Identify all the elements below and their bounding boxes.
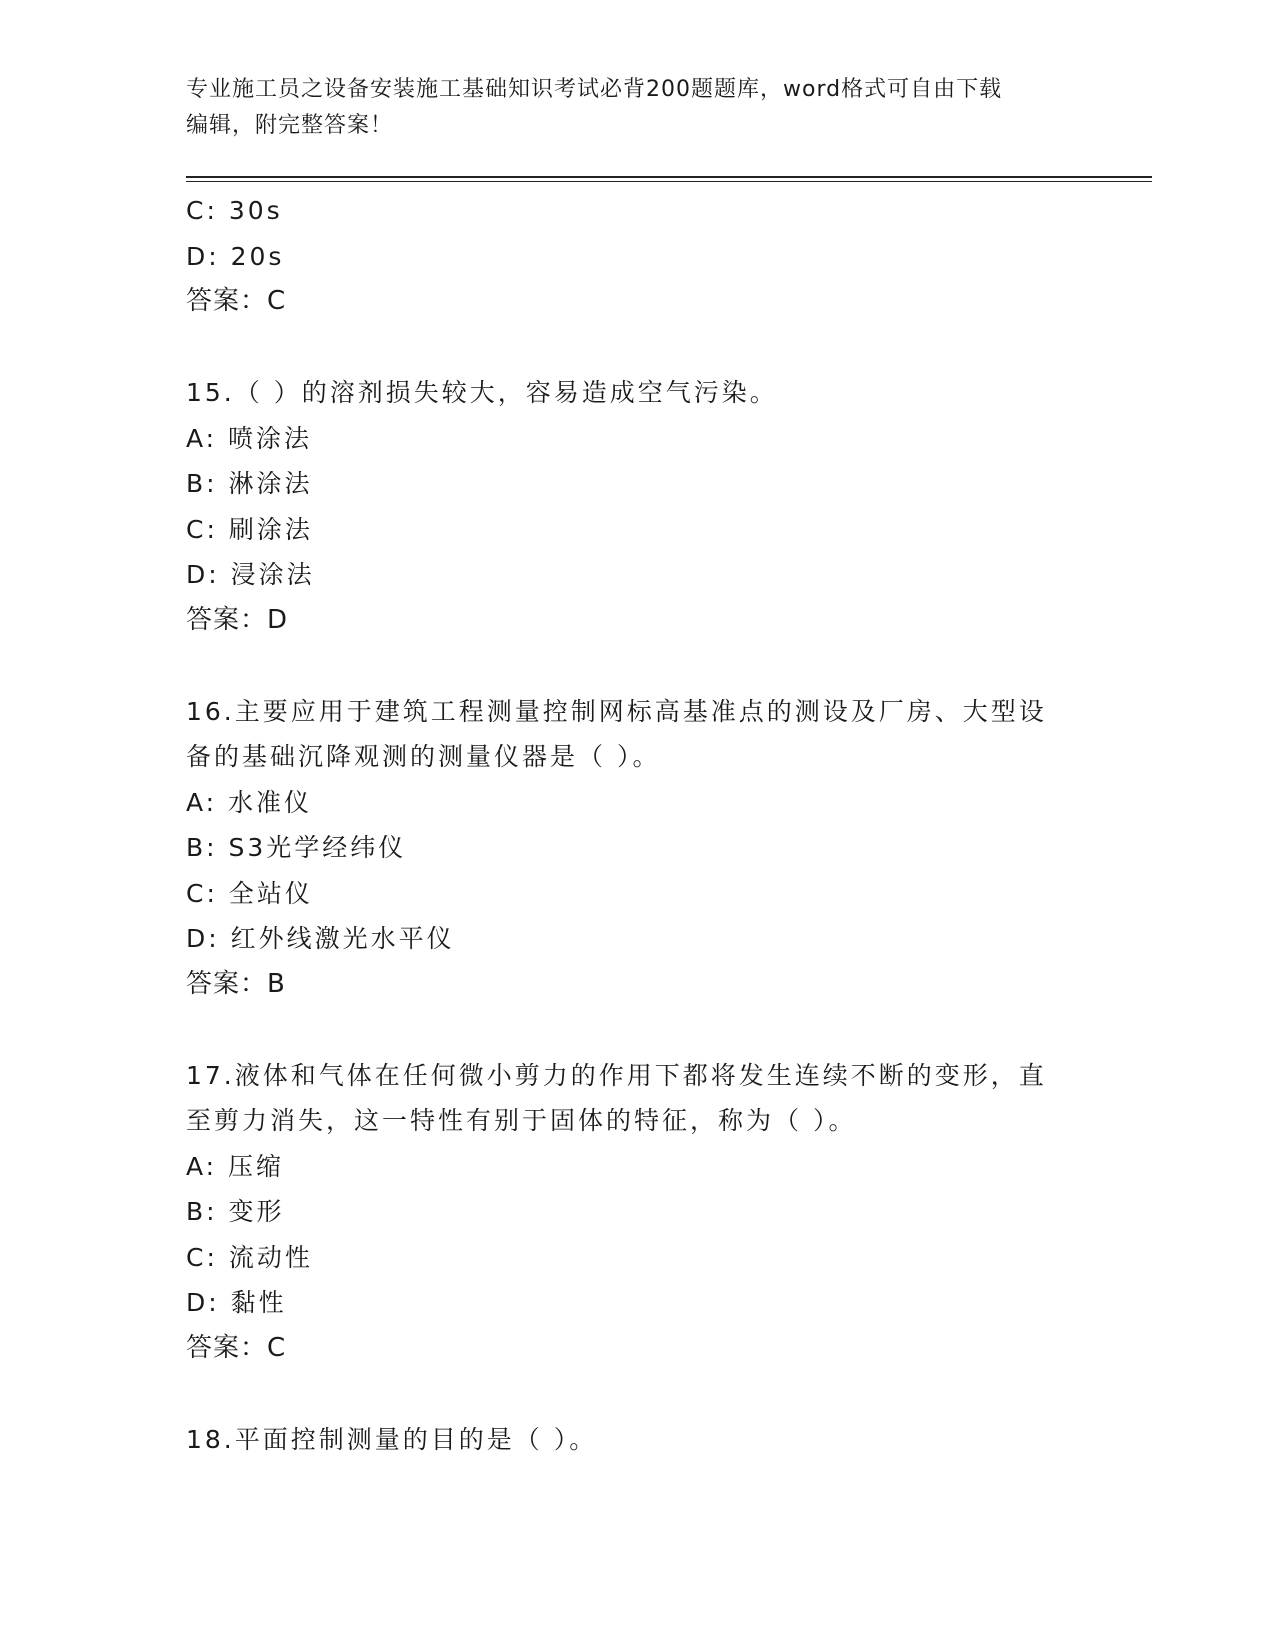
- answer: 答案：C: [186, 286, 287, 316]
- question-list: [186, 188, 1086, 1462]
- question-stem: 18.平面控制测量的目的是（ ）。: [186, 1424, 598, 1454]
- answer: 答案：D: [186, 604, 289, 635]
- option-b: B: 淋涂法: [186, 469, 313, 498]
- question-18: [186, 1417, 1086, 1463]
- header-line-2: 编辑，附完整答案！: [186, 113, 394, 138]
- option-a: A: 压缩: [186, 1151, 285, 1181]
- spacer: [186, 643, 1086, 689]
- option-a: A: 喷涂法: [186, 423, 313, 453]
- option-d: D: 浸涂法: [186, 560, 315, 589]
- option-d: D: 黏性: [186, 1288, 287, 1317]
- spacer: [186, 1371, 1086, 1417]
- option-b: B: 变形: [186, 1197, 285, 1226]
- spacer: [186, 1007, 1086, 1053]
- question-stem-line-1: 17.液体和气体在任何微小剪力的作用下都将发生连续不断的变形，直: [186, 1060, 1047, 1090]
- option-a: A: 水准仪: [186, 787, 313, 817]
- question-stem-line-2: 备的基础沉降观测的测量仪器是（ ）。: [186, 742, 661, 771]
- document-header: [186, 72, 1086, 144]
- answer: 答案：C: [186, 1332, 287, 1363]
- option-c: C: 全站仪: [186, 878, 313, 908]
- option-c: C: 刷涂法: [186, 514, 313, 544]
- header-divider-thick: [186, 176, 1152, 178]
- question-17: [186, 1053, 1086, 1372]
- question-14-tail: [186, 188, 1086, 325]
- option-d: D: 红外线激光水平仪: [186, 924, 455, 953]
- option-b: B: S3光学经纬仪: [186, 833, 407, 862]
- question-stem-line-2: 至剪力消失，这一特性有别于固体的特征，称为（ ）。: [186, 1106, 857, 1135]
- spacer: [186, 325, 1086, 371]
- question-16: [186, 689, 1086, 1008]
- question-15: [186, 370, 1086, 643]
- option-d: D: 20s: [186, 241, 285, 271]
- question-stem-line-1: 16.主要应用于建筑工程测量控制网标高基准点的测设及厂房、大型设: [186, 696, 1047, 726]
- answer: 答案：B: [186, 968, 286, 999]
- header-line-1: 专业施工员之设备安装施工基础知识考试必背200题题库，word格式可自由下载: [186, 77, 1003, 102]
- header-divider-thin: [186, 181, 1152, 182]
- option-c: C: 流动性: [186, 1242, 313, 1272]
- question-stem: 15.（ ）的溶剂损失较大，容易造成空气污染。: [186, 378, 778, 407]
- option-c: C: 30s: [186, 196, 283, 225]
